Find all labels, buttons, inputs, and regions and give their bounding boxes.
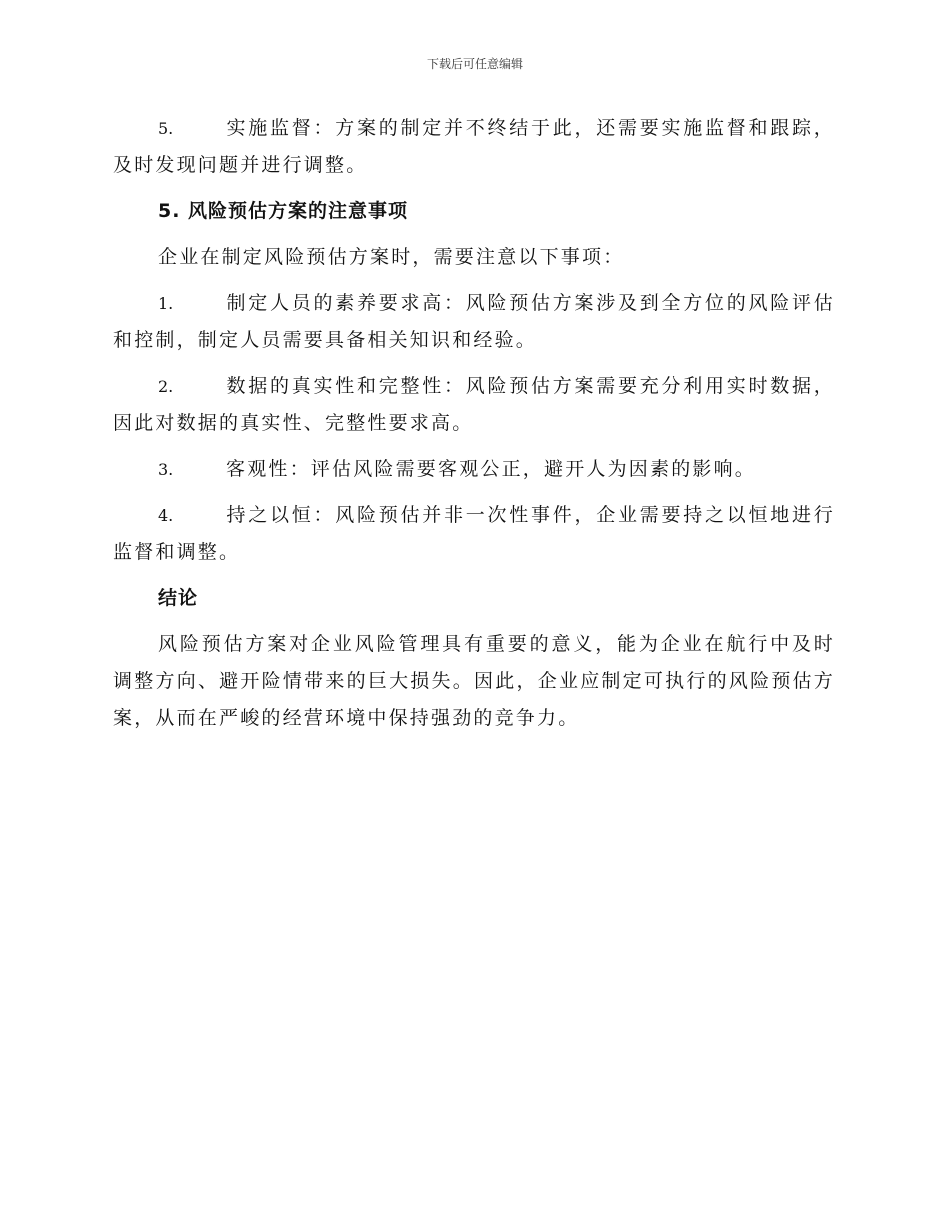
list-item-personnel-quality bbox=[113, 285, 835, 359]
list-item-perseverance bbox=[113, 497, 835, 571]
list-item-number: 3. bbox=[158, 460, 174, 479]
list-item-objectivity bbox=[113, 451, 835, 488]
list-item-number: 1. bbox=[158, 294, 174, 313]
list-item-number: 4. bbox=[158, 506, 174, 525]
list-item-text: 客观性：评估风险需要客观公正，避开人为因素的影响。 bbox=[226, 458, 757, 480]
page-header: 下载后可任意编辑 bbox=[426, 57, 523, 71]
list-item-data-authenticity bbox=[113, 368, 835, 442]
list-item-number: 2. bbox=[158, 377, 174, 396]
section-heading-precautions: 5. 风险预估方案的注意事项 bbox=[158, 200, 409, 222]
list-item-implement-supervision bbox=[113, 110, 835, 184]
list-item-text: 实施监督：方案的制定并不终结于此，还需要实施监督和跟踪，及时发现问题并进行调整。 bbox=[113, 117, 835, 176]
document-body bbox=[113, 110, 835, 746]
list-item-text: 数据的真实性和完整性：风险预估方案需要充分利用实时数据，因此对数据的真实性、完整性要求高。 bbox=[113, 375, 835, 434]
conclusion-paragraph: 风险预估方案对企业风险管理具有重要的意义，能为企业在航行中及时调整方向、避开险情带来的巨大损失。因此，企业应制定可执行的风险预估方案，从而在严峻的经营环境中保持强劲的竞争力。 bbox=[113, 633, 835, 729]
list-item-text: 持之以恒：风险预估并非一次性事件，企业需要持之以恒地进行监督和调整。 bbox=[113, 504, 835, 563]
section-heading-conclusion: 结论 bbox=[158, 587, 199, 609]
section-intro-paragraph: 企业在制定风险预估方案时，需要注意以下事项： bbox=[158, 246, 625, 268]
list-item-number: 5. bbox=[158, 119, 174, 138]
list-item-text: 制定人员的素养要求高：风险预估方案涉及到全方位的风险评估和控制，制定人员需要具备相关知识和经验。 bbox=[113, 292, 835, 351]
